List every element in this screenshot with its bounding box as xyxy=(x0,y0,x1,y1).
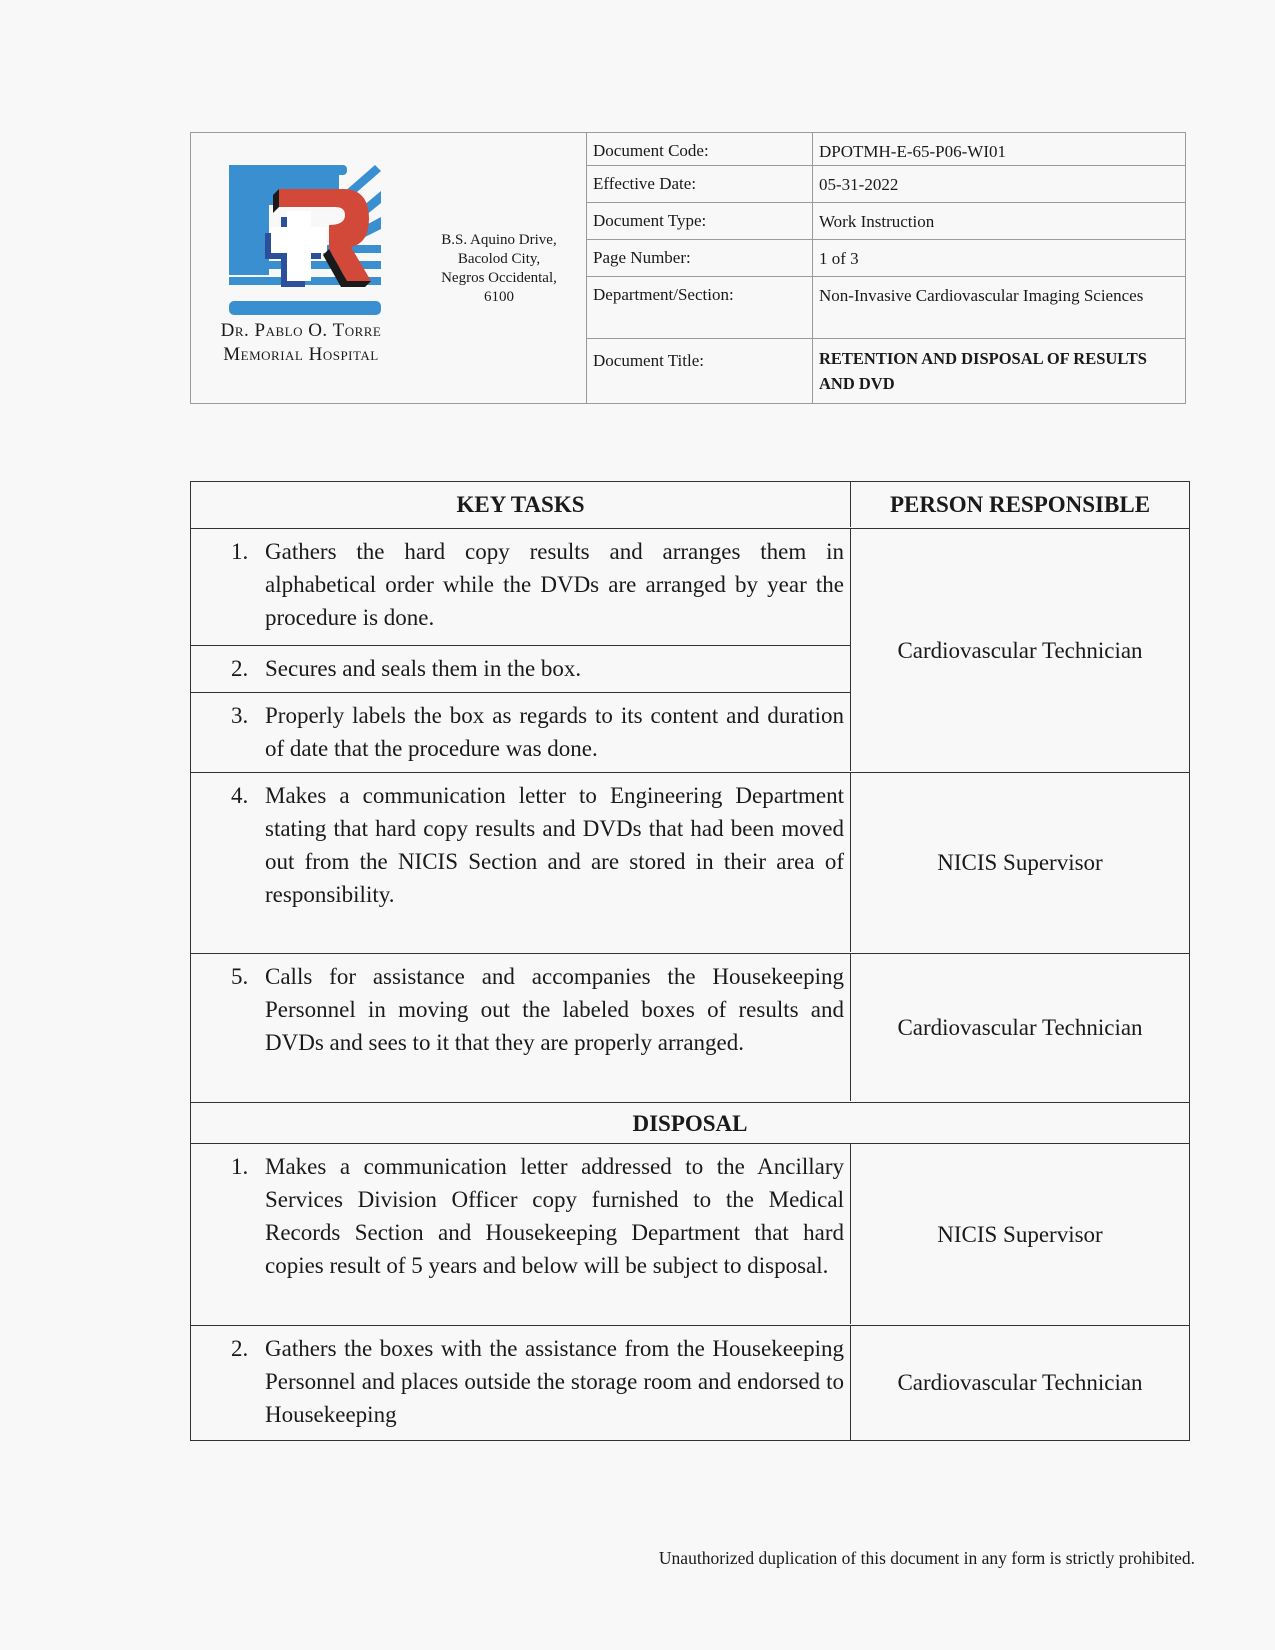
task-item xyxy=(191,1144,850,1288)
address-line: Bacolod City, xyxy=(457,251,541,267)
hospital-logo-icon xyxy=(225,163,385,318)
task-number: 2. xyxy=(231,1336,249,1361)
task-number: 5. xyxy=(231,964,249,989)
task-item xyxy=(191,693,850,771)
meta-label: Department/Section: xyxy=(587,277,813,338)
meta-value: 1 of 3 xyxy=(819,249,859,268)
task-item xyxy=(191,954,850,1065)
task-item xyxy=(191,773,850,917)
task-text: Calls for assistance and accompanies the Housekeeping Personnel in moving out the labeled boxes of results and DVDs and sees to it that they are properly arranged. xyxy=(265,964,844,1055)
hospital-name xyxy=(201,319,401,367)
task-group-cell xyxy=(191,529,851,771)
meta-label: Document Type: xyxy=(587,203,813,239)
hospital-address xyxy=(419,231,579,307)
meta-row-document-type xyxy=(587,203,1185,240)
document-title: RETENTION AND DISPOSAL OF RESULTS AND DVD xyxy=(819,349,1147,393)
table-row xyxy=(191,773,1189,954)
meta-value: Non-Invasive Cardiovascular Imaging Sciences xyxy=(819,286,1144,305)
meta-value: Work Instruction xyxy=(819,212,935,231)
task-number: 1. xyxy=(231,539,249,564)
person-responsible: Cardiovascular Technician xyxy=(897,1015,1143,1040)
hospital-name-line1: Dr. Pablo O. Torre xyxy=(220,320,382,341)
table-header-row xyxy=(191,482,1189,529)
meta-row-page-number xyxy=(587,240,1185,277)
task-cell xyxy=(191,1144,851,1324)
meta-label: Effective Date: xyxy=(587,166,813,202)
address-line: B.S. Aquino Drive, xyxy=(441,232,557,248)
hospital-identity xyxy=(191,133,587,403)
meta-row-document-title xyxy=(587,339,1185,403)
meta-value: 05-31-2022 xyxy=(819,175,899,194)
task-cell xyxy=(191,954,851,1101)
task-number: 3. xyxy=(231,703,249,728)
person-responsible: NICIS Supervisor xyxy=(937,1221,1103,1247)
task-cell xyxy=(191,1326,851,1440)
address-line: Negros Occidental, xyxy=(441,270,557,286)
table-row-group xyxy=(191,529,1189,773)
task-text: Secures and seals them in the box. xyxy=(265,656,582,681)
column-header-person-responsible: PERSON RESPONSIBLE xyxy=(889,492,1151,517)
meta-row-document-code xyxy=(587,133,1185,166)
task-text: Makes a communication letter to Engineering Department stating that hard copy results and DVDs that had been moved out from the NICIS Section and are stored in their area of responsibility. xyxy=(265,783,844,907)
table-row xyxy=(191,954,1189,1103)
task-text: Makes a communication letter addressed to the Ancillary Services Division Officer copy furnished to the Medical Records Section and Housekeeping Department that hard copies result of 5 years and below will be subject to disposal. xyxy=(265,1154,844,1278)
task-item xyxy=(191,529,850,646)
task-item xyxy=(191,1326,850,1437)
address-line: 6100 xyxy=(484,289,514,305)
key-tasks-table xyxy=(190,481,1190,1441)
meta-label: Document Code: xyxy=(587,133,813,165)
task-number: 4. xyxy=(231,783,249,808)
meta-label: Document Title: xyxy=(587,339,813,403)
task-number: 2. xyxy=(231,656,249,681)
hospital-name-line2: Memorial Hospital xyxy=(223,344,379,365)
disposal-section-heading: DISPOSAL xyxy=(191,1103,1189,1144)
task-text: Properly labels the box as regards to its content and duration of date that the procedure was done. xyxy=(265,703,844,761)
document-header xyxy=(190,132,1186,404)
meta-value: DPOTMH-E-65-P06-WI01 xyxy=(819,142,1006,161)
person-responsible: Cardiovascular Technician xyxy=(897,1370,1143,1395)
task-text: Gathers the boxes with the assistance from the Housekeeping Personnel and places outside the storage room and endorsed to Housekeeping xyxy=(265,1336,844,1427)
task-number: 1. xyxy=(231,1154,249,1179)
table-row xyxy=(191,1144,1189,1326)
footer-notice: Unauthorized duplication of this document in any form is strictly prohibited. xyxy=(658,1548,1195,1568)
meta-label: Page Number: xyxy=(587,240,813,276)
column-header-key-tasks: KEY TASKS xyxy=(191,482,851,527)
task-cell xyxy=(191,773,851,952)
task-text: Gathers the hard copy results and arranges them in alphabetical order while the DVDs are arranged by year the procedure is done. xyxy=(265,539,844,630)
table-row xyxy=(191,1326,1189,1440)
task-item xyxy=(191,646,850,693)
person-responsible: Cardiovascular Technician xyxy=(897,637,1143,663)
person-responsible: NICIS Supervisor xyxy=(937,850,1103,875)
meta-row-department xyxy=(587,277,1185,339)
meta-row-effective-date xyxy=(587,166,1185,203)
